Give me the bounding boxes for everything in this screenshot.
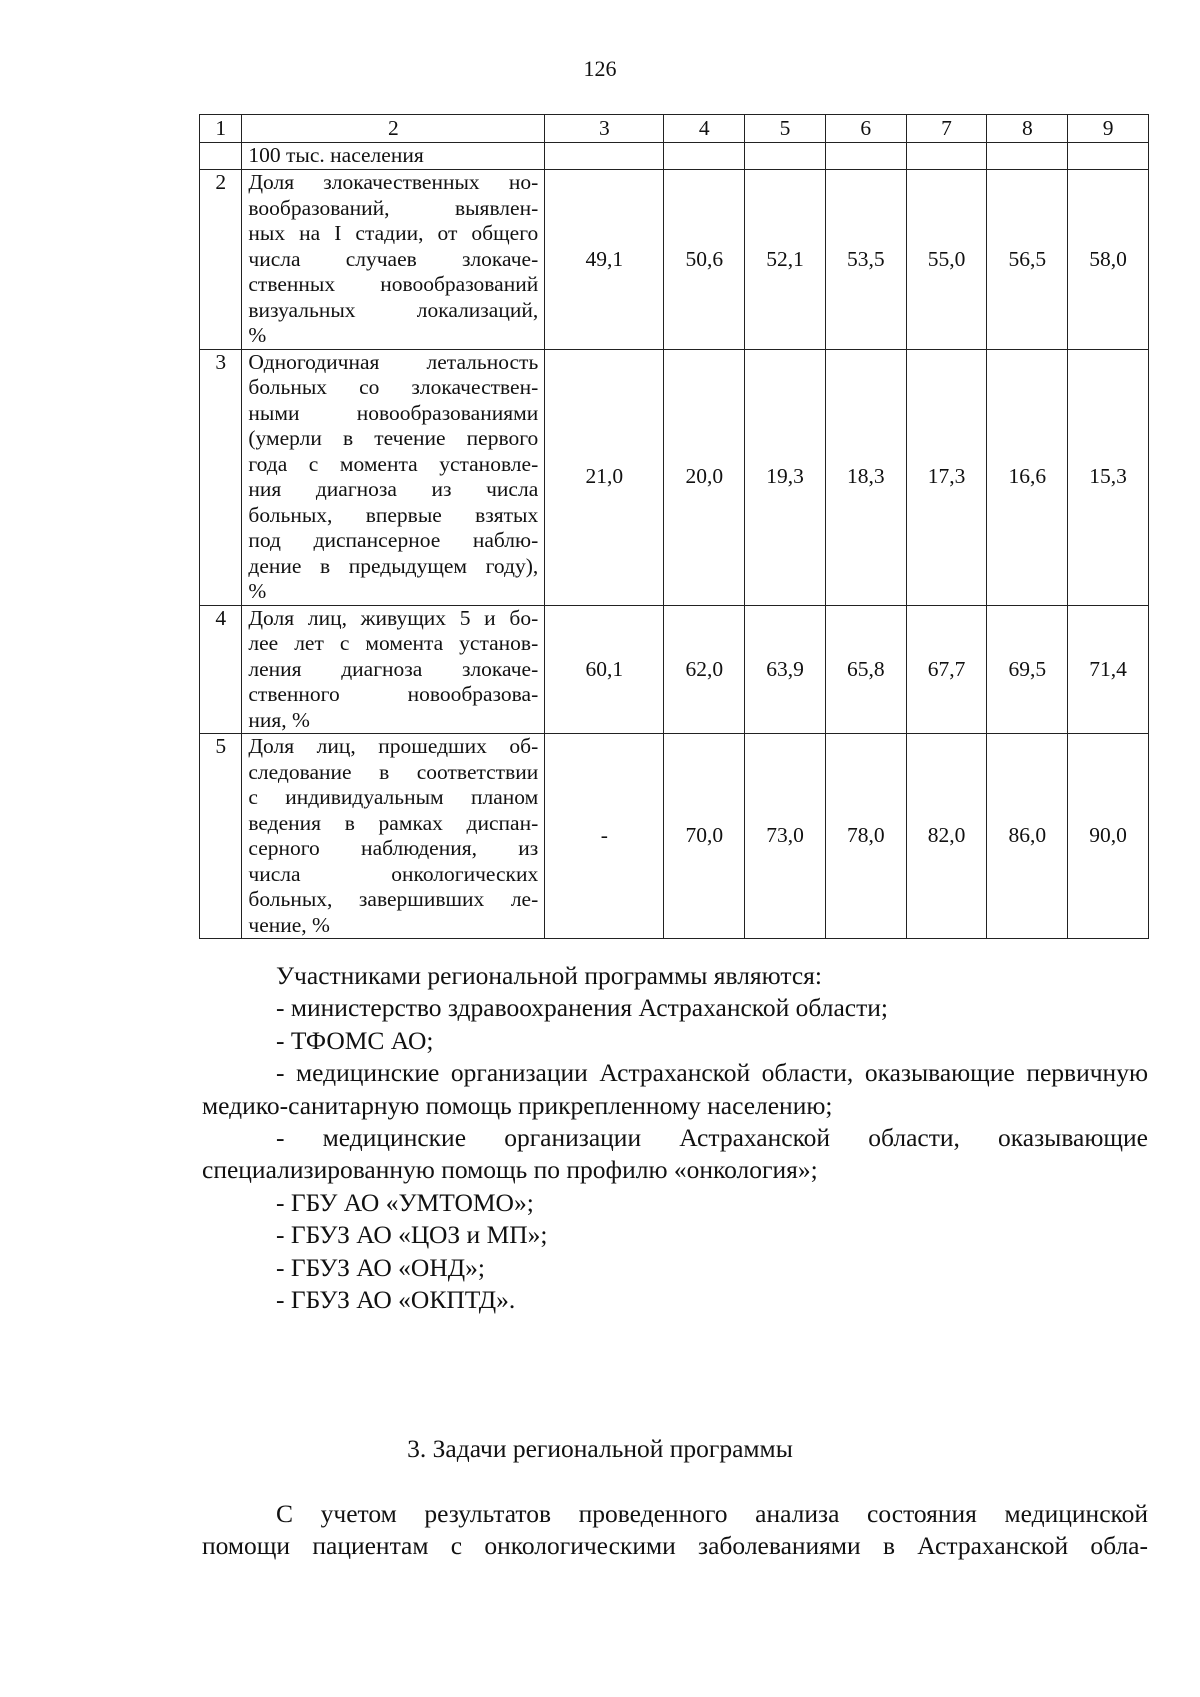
row-number: 5: [200, 734, 242, 939]
participants-section: [202, 960, 1148, 1316]
description-line: Одногодичная летальность: [248, 349, 539, 374]
column-header: 1: [200, 115, 242, 143]
participant-item: - ГБУЗ АО «ОКПТД».: [276, 1285, 516, 1315]
row-value: 70,0: [664, 734, 745, 939]
description-line: ния диагноза из числа: [248, 477, 539, 501]
description-line: ния, %: [248, 707, 310, 732]
participant-item: - ГБУЗ АО «ЦОЗ и МП»;: [276, 1220, 548, 1250]
description-line: больных, впервые взятых: [248, 502, 539, 527]
row-value: 62,0: [664, 605, 745, 734]
row-description: [242, 349, 545, 605]
section-paragraph: [202, 1498, 1148, 1563]
column-header: 7: [906, 115, 987, 143]
column-header: 9: [1068, 115, 1149, 143]
row-value: 20,0: [664, 349, 745, 605]
row-description: [242, 605, 545, 734]
row-description: [242, 170, 545, 350]
row-value: 86,0: [987, 734, 1068, 939]
row-value: 56,5: [987, 170, 1068, 350]
description-line: следование в соответствии: [248, 759, 539, 784]
row-number: [200, 143, 242, 170]
description-line: %: [248, 323, 267, 347]
row-value: [906, 143, 987, 170]
description-line: года с момента установле-: [248, 451, 539, 476]
description-line: ными новообразованиями: [248, 400, 539, 425]
participant-item: - ГБУ АО «УМТОМО»;: [276, 1187, 534, 1217]
row-value: 18,3: [825, 349, 906, 605]
row-number: 3: [200, 349, 242, 605]
column-header: 3: [545, 115, 664, 143]
row-value: 52,1: [745, 170, 826, 350]
row-value: [1068, 143, 1149, 170]
row-value: 55,0: [906, 170, 987, 350]
column-header: 5: [745, 115, 826, 143]
table-row-continuation: [200, 143, 1149, 170]
table-row: [200, 170, 1149, 350]
description-line: ведения в рамках диспан-: [248, 810, 539, 835]
description-line: под диспансерное наблю-: [248, 528, 539, 552]
row-value: 69,5: [987, 605, 1068, 734]
page-number: 126: [583, 56, 617, 81]
column-header: 2: [242, 115, 545, 143]
row-value: 60,1: [545, 605, 664, 734]
description-line: Доля лиц, прошедших об-: [248, 734, 539, 758]
description-line: (умерли в течение первого: [248, 426, 539, 450]
description-line: Доля лиц, живущих 5 и бо-: [248, 605, 539, 630]
row-value: 63,9: [745, 605, 826, 734]
row-value: 78,0: [825, 734, 906, 939]
row-value: 82,0: [906, 734, 987, 939]
participant-item: - медицинские организации Астраханской области, оказывающие первичную медико-санитарную помощь прикрепленному населению;: [202, 1058, 1148, 1120]
row-value: 53,5: [825, 170, 906, 350]
row-value: 73,0: [745, 734, 826, 939]
row-number: 2: [200, 170, 242, 350]
row-value: [664, 143, 745, 170]
participant-item: - ТФОМС АО;: [276, 1025, 434, 1055]
row-value: 90,0: [1068, 734, 1149, 939]
table-row: [200, 734, 1149, 939]
row-value: 21,0: [545, 349, 664, 605]
table-row: [200, 605, 1149, 734]
row-number: 4: [200, 605, 242, 734]
row-value: 17,3: [906, 349, 987, 605]
row-value: 19,3: [745, 349, 826, 605]
column-header: 4: [664, 115, 745, 143]
description-line: ления диагноза злокаче-: [248, 656, 539, 681]
participant-item: - министерство здравоохранения Астраханской области;: [276, 993, 888, 1023]
paragraph-line: помощи пациентам с онкологическими заболеваниями в Астраханской обла-: [202, 1531, 1148, 1561]
paragraph-line: С учетом результатов проведенного анализа состояния медицинской: [276, 1499, 1148, 1528]
row-value: -: [545, 734, 664, 939]
description-line: серного наблюдения, из: [248, 836, 539, 860]
description-line: больных, завершивших ле-: [248, 887, 539, 911]
description-line: больных со злокачествен-: [248, 375, 539, 399]
row-value: 15,3: [1068, 349, 1149, 605]
row-value: 71,4: [1068, 605, 1149, 734]
section-heading: 3. Задачи региональной программы: [407, 1434, 793, 1463]
table-header-row: [200, 115, 1149, 143]
description-line: чение, %: [248, 912, 330, 937]
row-value: 49,1: [545, 170, 664, 350]
description-line: числа онкологических: [248, 861, 539, 886]
row-value: 58,0: [1068, 170, 1149, 350]
row-value: 65,8: [825, 605, 906, 734]
description-line: числа случаев злокаче-: [248, 246, 539, 271]
row-value: 50,6: [664, 170, 745, 350]
row-description: [242, 734, 545, 939]
participants-intro: Участниками региональной программы являются:: [276, 961, 822, 990]
description-line: ных на I стадии, от общего: [248, 221, 539, 245]
row-value: 67,7: [906, 605, 987, 734]
participant-item: - ГБУЗ АО «ОНД»;: [276, 1252, 485, 1282]
indicators-table: [199, 114, 1149, 939]
table-row: [200, 349, 1149, 605]
row-value: [545, 143, 664, 170]
description-line: ственного новообразова-: [248, 682, 539, 706]
description-line: лее лет с момента установ-: [248, 631, 539, 655]
row-value: [987, 143, 1068, 170]
description-line: Доля злокачественных но-: [248, 170, 539, 194]
participant-item: - медицинские организации Астраханской области, оказывающие специализированную помощь по профилю «онкология»;: [202, 1123, 1148, 1185]
row-value: [745, 143, 826, 170]
column-header: 6: [825, 115, 906, 143]
row-value: [825, 143, 906, 170]
description-line: дение в предыдущем году),: [248, 553, 539, 578]
description-line: с индивидуальным планом: [248, 785, 539, 809]
description-line: ственных новообразований: [248, 272, 539, 296]
description-line: визуальных локализаций,: [248, 297, 539, 322]
row-description: 100 тыс. населения: [242, 143, 545, 170]
description-line: %: [248, 579, 267, 603]
description-line: вообразований, выявлен-: [248, 195, 539, 220]
column-header: 8: [987, 115, 1068, 143]
row-value: 16,6: [987, 349, 1068, 605]
